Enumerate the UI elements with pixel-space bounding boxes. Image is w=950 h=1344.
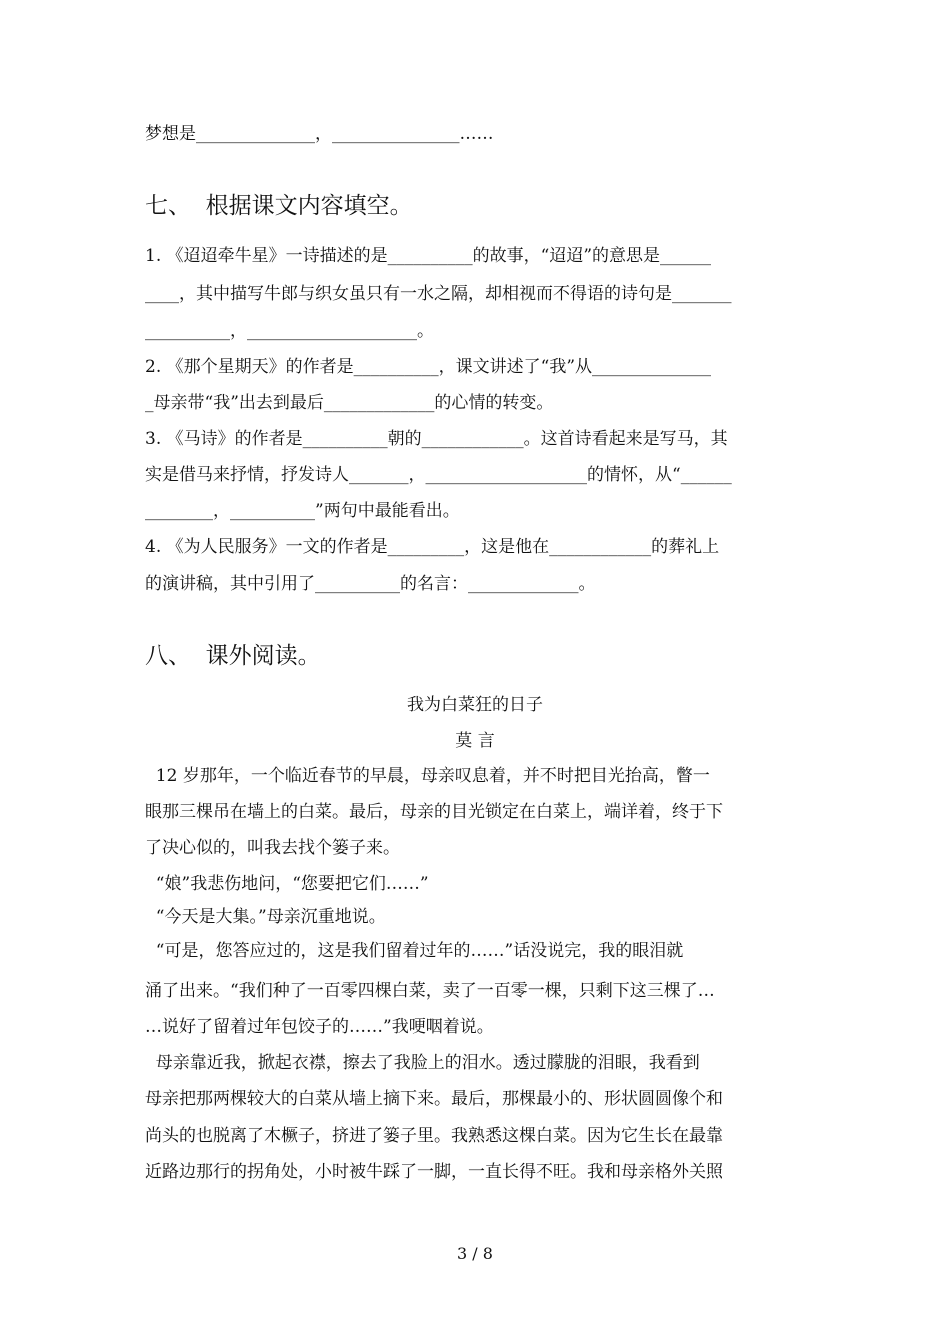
story-author: 莫 言 xyxy=(455,731,495,751)
story-line: 母亲把那两棵较大的白菜从墙上摘下来。最后，那棵最小的、形状圆圆像个和 xyxy=(145,1089,723,1109)
story-line: 涌了出来。“我们种了一百零四棵白菜，卖了一百零一棵，只剩下这三棵了… xyxy=(145,981,715,1001)
story-line: 了决心似的，叫我去找个篓子来。 xyxy=(145,838,400,858)
section-7-line: _母亲带“我”出去到最后_____________的心情的转变。 xyxy=(145,393,554,413)
section-7-line: __________，____________________。 xyxy=(145,321,434,341)
story-line: 尚头的也脱离了木橛子，挤进了篓子里。我熟悉这棵白菜。因为它生长在最靠 xyxy=(145,1126,723,1146)
section-7-line: 实是借马来抒情，抒发诗人_______，___________________的情怀，从“______ xyxy=(145,465,732,485)
section-7-line: ________，__________”两句中最能看出。 xyxy=(145,501,460,521)
section-7-line: 4. 《为人民服务》一文的作者是_________，这是他在____________的葬礼上 xyxy=(145,537,720,557)
section-8-heading: 八、 课外阅读。 xyxy=(145,643,321,669)
story-line: “娘”我悲伤地问，“您要把它们……” xyxy=(145,874,429,894)
story-line: 12 岁那年，一个临近春节的早晨，母亲叹息着，并不时把目光抬高，瞥一 xyxy=(145,766,710,786)
top-answer-line: 梦想是______________，_______________…… xyxy=(145,124,494,144)
page-number: 3 / 8 xyxy=(457,1244,493,1263)
story-line: 母亲靠近我，掀起衣襟，擦去了我脸上的泪水。透过朦胧的泪眼，我看到 xyxy=(145,1053,700,1073)
story-line: 眼那三棵吊在墙上的白菜。最后，母亲的目光锁定在白菜上，端详着，终于下 xyxy=(145,802,723,822)
section-7-line: 1. 《迢迢牵牛星》一诗描述的是__________的故事，“迢迢”的意思是______ xyxy=(145,246,712,266)
section-7-line: 2. 《那个星期天》的作者是__________，课文讲述了“我”从______________ xyxy=(145,357,712,377)
section-7-line: 的演讲稿，其中引用了__________的名言：_____________。 xyxy=(145,574,596,594)
section-7-heading: 七、 根据课文内容填空。 xyxy=(145,193,413,219)
story-line: …说好了留着过年包饺子的……”我哽咽着说。 xyxy=(145,1017,494,1037)
story-line: “今天是大集。”母亲沉重地说。 xyxy=(145,907,386,927)
story-line: “可是，您答应过的，这是我们留着过年的……”话没说完，我的眼泪就 xyxy=(145,941,684,961)
section-7-line: 3. 《马诗》的作者是__________朝的____________。这首诗看起来是写马，其 xyxy=(145,429,728,449)
section-7-line: ____，其中描写牛郎与织女虽只有一水之隔，却相视而不得语的诗句是_______ xyxy=(145,284,732,304)
story-line: 近路边那行的拐角处，小时被牛踩了一脚，一直长得不旺。我和母亲格外关照 xyxy=(145,1162,723,1182)
story-title: 我为白菜狂的日子 xyxy=(407,695,543,715)
